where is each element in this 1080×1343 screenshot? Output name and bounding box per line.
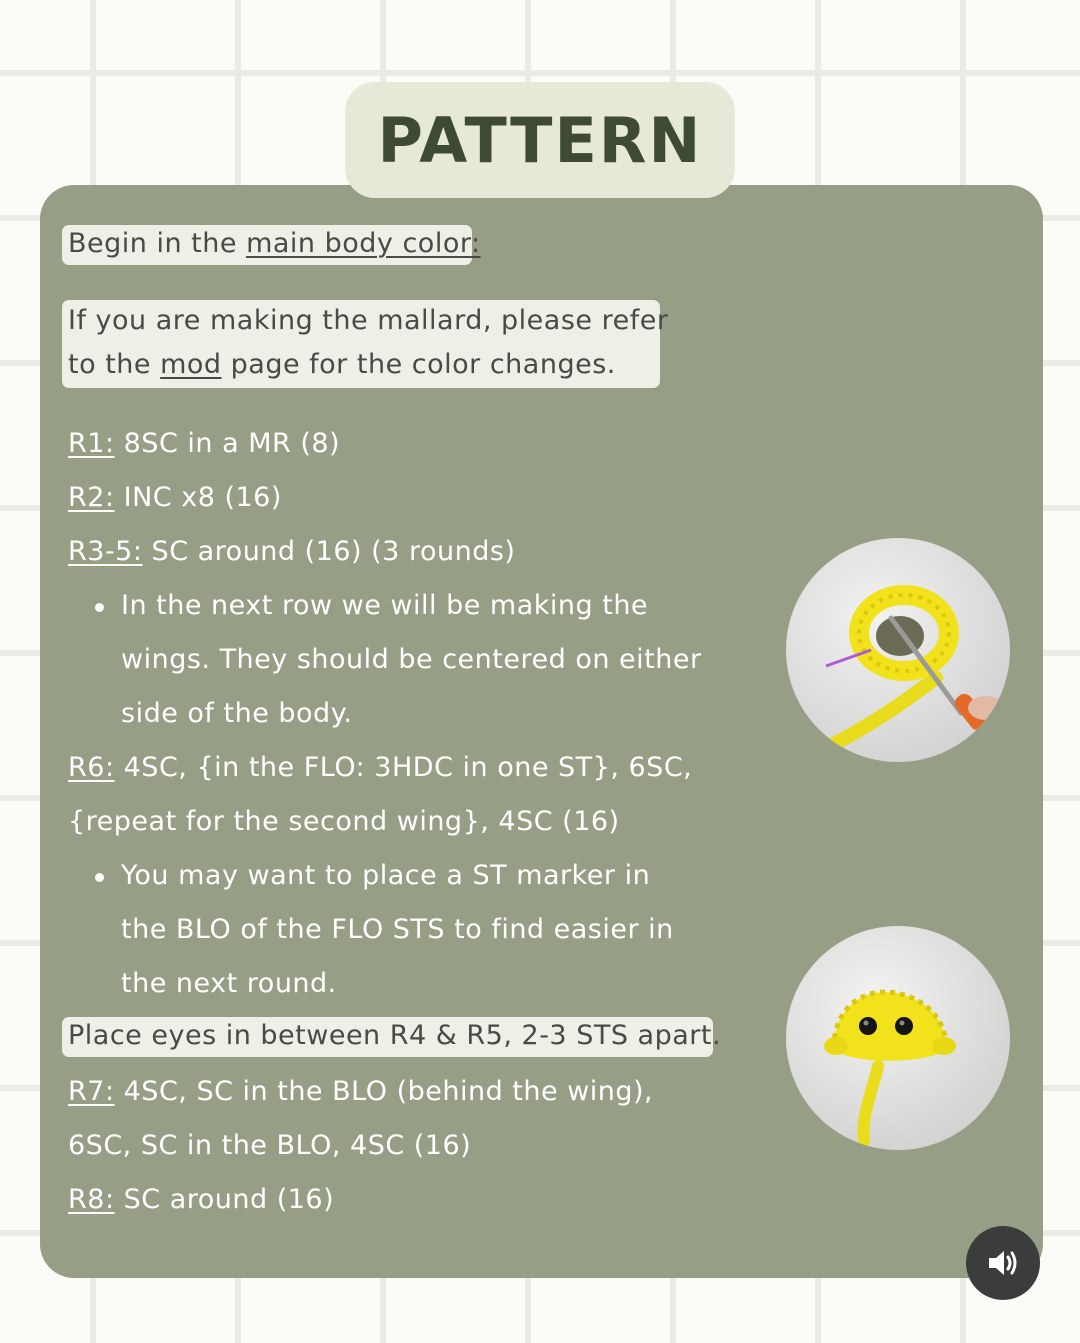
eyes-note: Place eyes in between R4 & R5, 2-3 STS apart. [68,1020,722,1051]
row-r1 [68,427,340,461]
row-r8 [68,1183,334,1217]
row-text: 8SC in a MR (8) [114,428,341,459]
row-text: 4SC, {in the FLO: 3HDC in one ST}, 6SC, [114,752,693,783]
eyes-placed-illustration [786,926,1010,1150]
mod-page-link[interactable]: mod [160,349,222,380]
note-line-2-suffix: page for the color changes. [221,349,616,380]
row-label: R7: [68,1076,115,1107]
row-r7-line-2: 6SC, SC in the BLO, 4SC (16) [68,1130,472,1161]
bullet-dot [95,873,104,882]
row-text: SC around (16) [114,1184,335,1215]
speaker-icon [983,1243,1023,1283]
intro-prefix: Begin in the [68,228,247,259]
eyes-placed-photo [786,926,1010,1150]
main-body-color-link[interactable]: main body color: [246,228,481,259]
page-title: PATTERN [377,103,703,177]
bullet-dot [95,603,104,612]
row-label: R6: [68,752,115,783]
row-r6 [68,751,692,785]
row-r2 [68,481,282,515]
row-label: R8: [68,1184,115,1215]
note-line-1: If you are making the mallard, please refer [68,305,669,336]
row-label: R2: [68,482,115,513]
bullet2-line-2: the BLO of the FLO STS to find easier in [121,914,674,945]
bullet1-line-1: In the next row we will be making the [121,590,649,621]
bullet1-line-2: wings. They should be centered on either [121,644,702,675]
wing-progress-illustration [786,538,1010,762]
intro-line [68,227,481,261]
bullet2-line-1: You may want to place a ST marker in [121,860,651,891]
row-r7 [68,1075,653,1109]
bullet2-line-3: the next round. [121,968,337,999]
bullet1-line-3: side of the body. [121,698,353,729]
wing-progress-photo [786,538,1010,762]
note-line-2 [68,348,616,382]
row-r3-5 [68,535,515,569]
row-label: R1: [68,428,115,459]
row-text: INC x8 (16) [114,482,282,513]
sound-button[interactable] [966,1226,1040,1300]
row-text: 4SC, SC in the BLO (behind the wing), [114,1076,654,1107]
title-pill [345,82,735,198]
row-text: SC around (16) (3 rounds) [142,536,516,567]
note-line-2-prefix: to the [68,349,161,380]
row-label: R3-5: [68,536,143,567]
row-r6-line-2: {repeat for the second wing}, 4SC (16) [68,806,620,837]
